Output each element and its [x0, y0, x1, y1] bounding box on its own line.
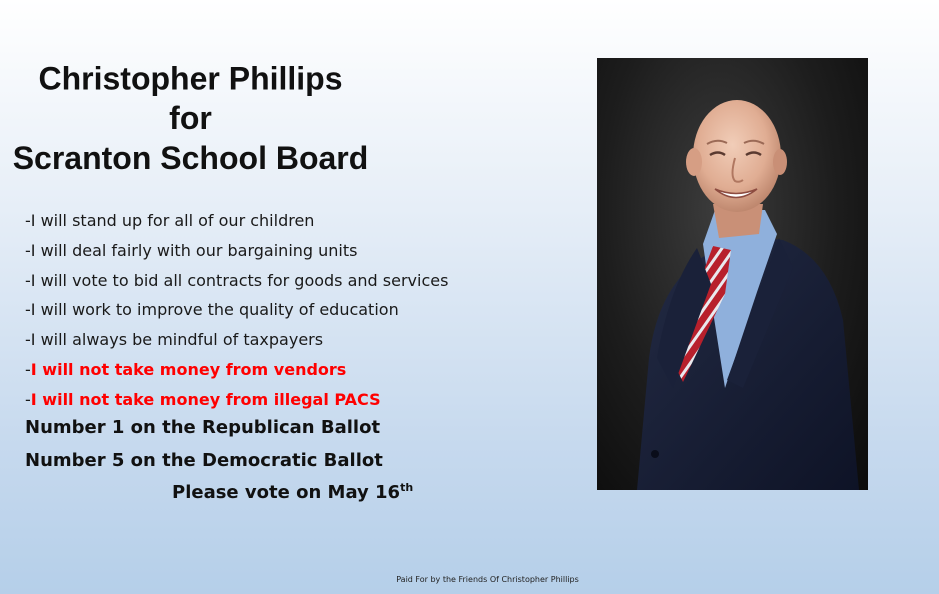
candidate-photo	[597, 58, 868, 490]
vote-date	[172, 482, 413, 503]
pledge-dash: -	[25, 359, 31, 379]
pledge-item: -I will work to improve the quality of education	[25, 300, 399, 320]
pledge-item: -I will vote to bid all contracts for goods and services	[25, 270, 449, 290]
title-for: for	[169, 99, 212, 137]
vote-date-suffix: th	[400, 481, 414, 494]
pledge-item: -I will always be mindful of taxpayers	[25, 330, 324, 350]
pledge-item-vendors	[25, 355, 585, 385]
pledge-dash: -	[25, 389, 31, 409]
office-name: Scranton School Board	[12, 139, 369, 177]
republican-ballot-position: Number 1 on the Republican Ballot	[25, 417, 381, 438]
candidate-portrait	[597, 58, 868, 490]
candidate-name: Christopher Phillips	[38, 59, 343, 97]
pledge-list	[25, 206, 585, 415]
paid-for-disclaimer: Paid For by the Friends Of Christopher Phillips	[396, 575, 579, 584]
pledge-item: -I will deal fairly with our bargaining units	[25, 240, 358, 260]
campaign-title	[0, 59, 381, 178]
pledge-item-pacs	[25, 385, 585, 415]
ear-left	[686, 148, 702, 176]
vote-text: Please vote on May 16	[172, 482, 401, 503]
jacket-button	[651, 450, 659, 458]
pledge-pacs-text: I will not take money from illegal PACS	[30, 389, 381, 409]
ear-right	[773, 149, 787, 175]
pledge-vendors-text: I will not take money from vendors	[30, 359, 347, 379]
democratic-ballot-position: Number 5 on the Democratic Ballot	[25, 450, 383, 471]
pledge-item: -I will stand up for all of our children	[25, 211, 315, 230]
